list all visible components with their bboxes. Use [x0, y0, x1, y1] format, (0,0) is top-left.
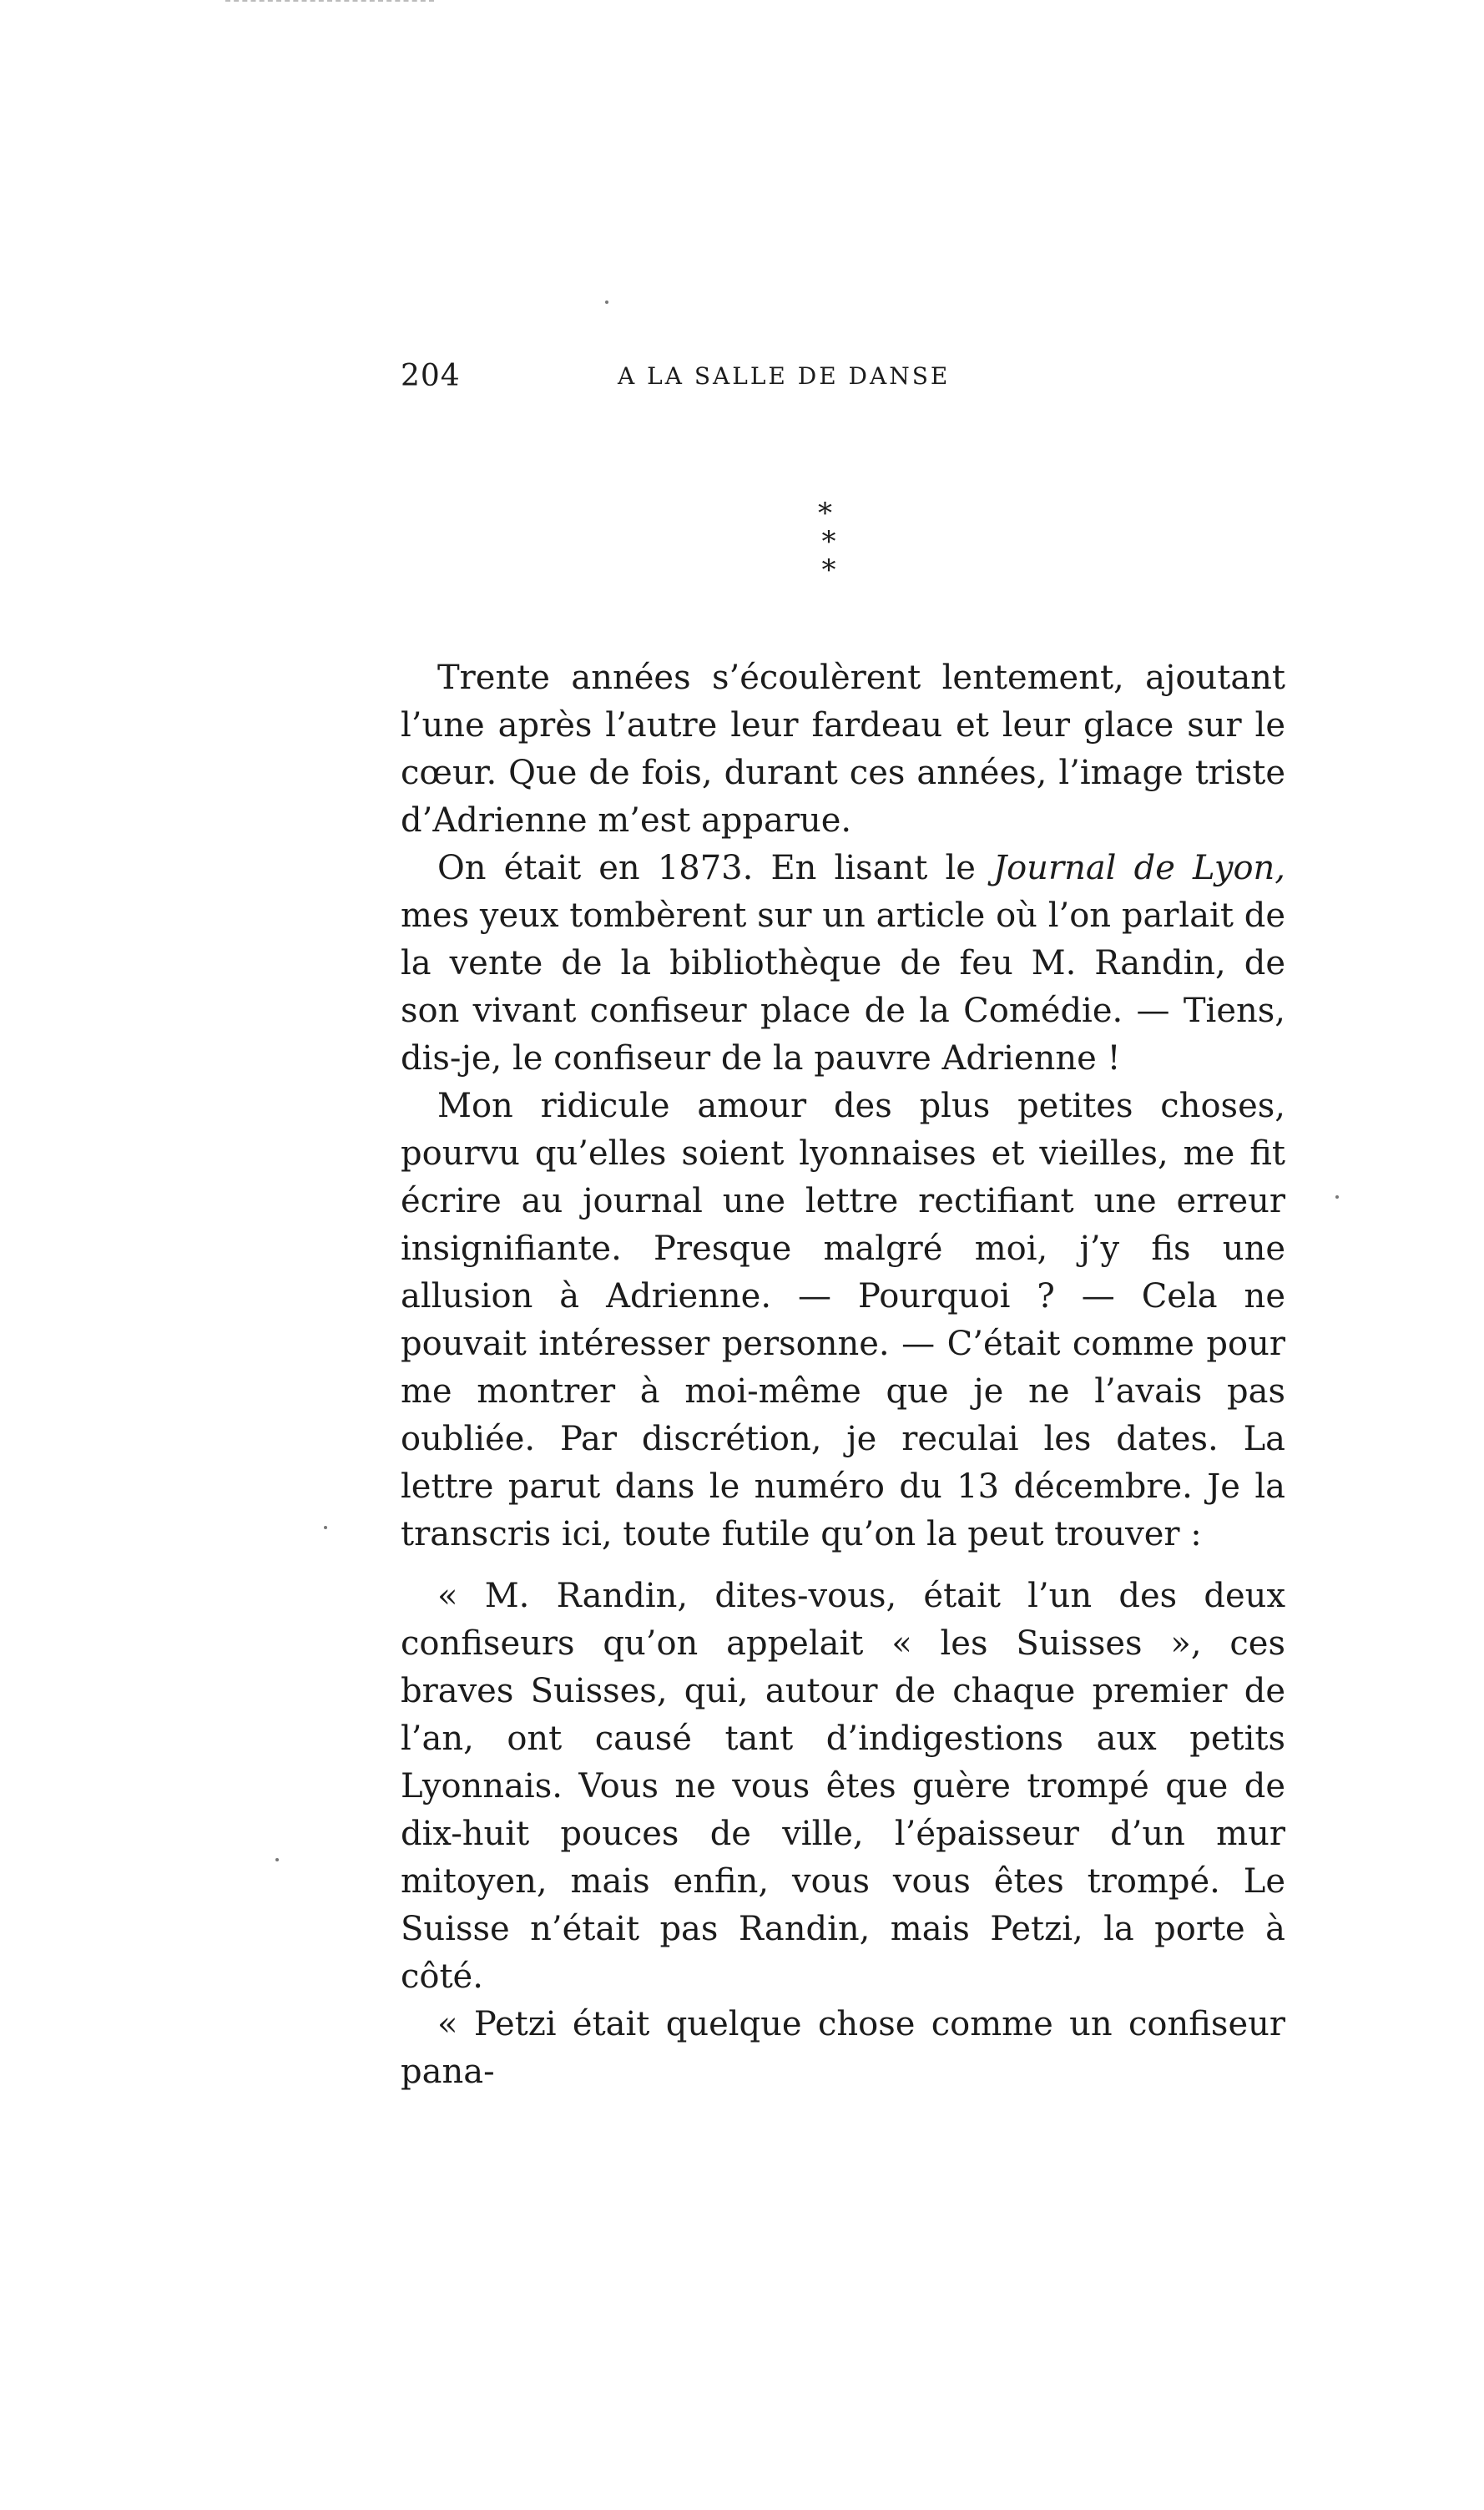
section-break-asterism [801, 497, 860, 587]
asterism-bottom-stars: * * [821, 525, 843, 587]
paper-speck [275, 1858, 279, 1861]
quoted-letter [401, 1573, 1285, 2096]
running-title: A LA SALLE DE DANSE [618, 362, 951, 390]
page-header [401, 359, 1018, 409]
paper-speck [605, 300, 608, 304]
paragraph-3: Mon ridicule amour des plus petites choses, pourvu qu’elles soient lyonnaises et vieilles, me fit écrire au journal une lettre rectifiant une erreur insignifiante. Presque malgré moi, j’y fis une allusion à Adrienne. — Pourquoi ? — Cela ne pouvait intéresser personne. — C’était comme pour me montrer à moi-même que je ne l’avais pas oubliée. Par discrétion, je reculai les dates. La lettre parut dans le numéro du 13 décembre. Je la transcris ici, toute futile qu’on la peut trouver : [401, 1087, 1285, 1553]
asterism-top-star: * [818, 497, 832, 530]
letter-paragraph-2: « Petzi était quelque chose comme un confiseur pana- [401, 2005, 1285, 2091]
page-edge-mark [225, 0, 434, 5]
newspaper-title: Journal de Lyon, [993, 849, 1286, 887]
paragraph-2-end: mes yeux tombèrent sur un article où l’on parlait de la vente de la bibliothèque de feu M. Randin, de son vivant confiseur place de la Comédie. — Tiens, dis-je, le confiseur de la pauvre Adrienne ! [401, 896, 1285, 1078]
letter-paragraph-1: « M. Randin, dites-vous, était l’un des deux confiseurs qu’on appelait « les Suisses », ces braves Suisses, qui, autour de chaque premier de l’an, ont causé tant d’indigestions aux petits Lyonnais. Vous ne vous êtes guère trompé que de dix-huit pouces de ville, l’épaisseur d’un mur mitoyen, mais enfin, vous vous êtes trompé. Le Suisse n’était pas Randin, mais Petzi, la porte à côté. [401, 1577, 1285, 1996]
paragraph-2 [401, 845, 1285, 1083]
paragraph-2-start: On était en 1873. En lisant le [437, 849, 994, 887]
paper-speck [324, 1526, 327, 1529]
main-text [401, 654, 1285, 1558]
paper-speck [1335, 1195, 1339, 1199]
paragraph-1: Trente années s’écoulèrent lentement, ajoutant l’une après l’autre leur fardeau et leur glace sur le cœur. Que de fois, durant ces années, l’image triste d’Adrienne m’est apparue. [401, 659, 1285, 840]
page-number: 204 [401, 359, 461, 393]
